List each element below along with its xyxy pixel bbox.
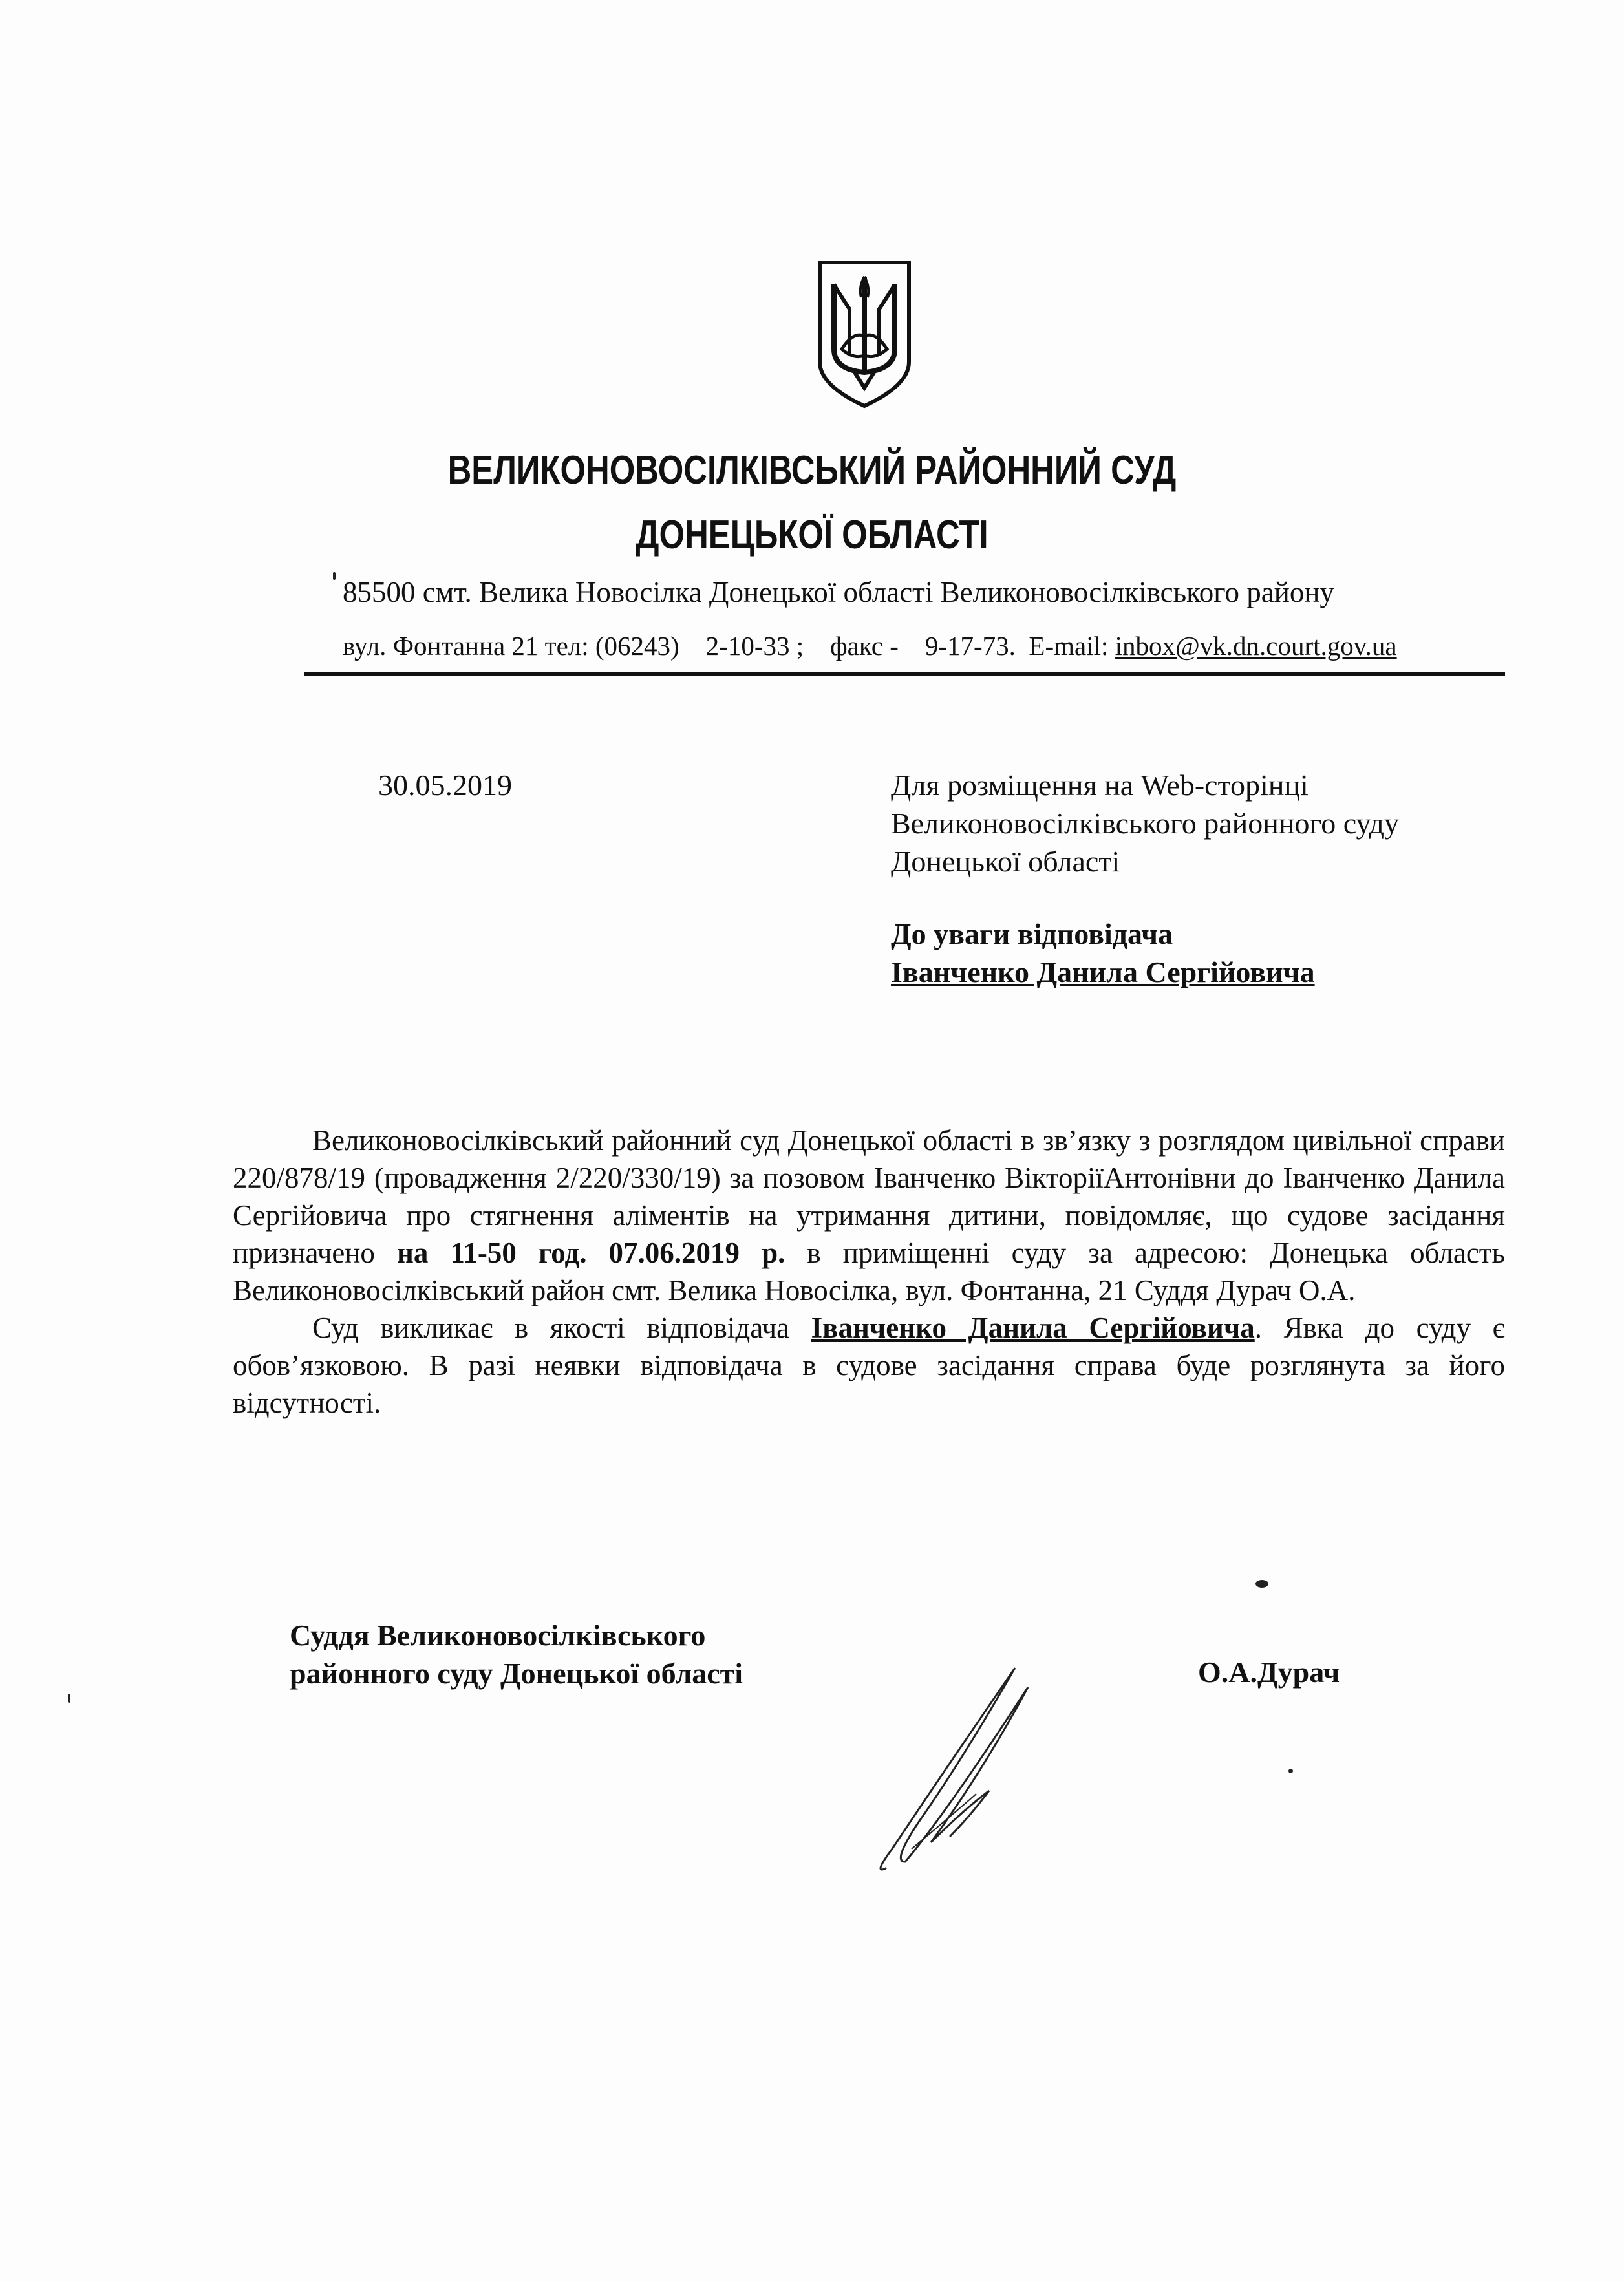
judge-title-line: районного суду Донецької області <box>290 1657 743 1690</box>
recipient-line: Донецької області <box>891 845 1120 878</box>
body-paragraph <box>233 1122 1505 1309</box>
scan-speck <box>1255 1580 1268 1588</box>
body-text: Великоновосілківський районний суд Донецької області в зв’язку з розглядом цивільної справи 220/878/19 (провадження 2/220/330/19) за позовом Іванченко ВікторіїАнтонівни до Іванченко Данила Сергійовича про стягнення аліментів на утримання дитини, повідомляє, що судове засідання призначено <box>233 1124 1505 1269</box>
body-text: Суд викликає в якості відповідача <box>312 1312 811 1344</box>
letter-body <box>233 1122 1505 1422</box>
body-paragraph <box>233 1309 1505 1422</box>
attention-label: До уваги відповідача <box>891 917 1173 950</box>
letter-date: 30.05.2019 <box>378 769 512 802</box>
court-email-link[interactable]: inbox@vk.dn.court.gov.ua <box>1115 631 1397 661</box>
attention-block <box>891 915 1315 991</box>
body-text: . Явка до суду є обов’язковою. В разі неявки відповідача в судове засідання справа буде розглянута за його відсутності. <box>233 1312 1505 1419</box>
scan-speck <box>333 572 336 580</box>
judge-name: О.А.Дурач <box>1198 1656 1340 1689</box>
court-contacts: вул. Фонтанна 21 тел: (06243) 2-10-33 ; факс - 9-17-73. E-mail: <box>343 631 1115 661</box>
defendant-name: Іванченко Данила Сергійовича <box>811 1312 1255 1344</box>
scan-speck <box>68 1694 70 1703</box>
trident-coat-of-arms-icon <box>816 259 913 409</box>
judge-title-line: Суддя Великоновосілківського <box>290 1619 706 1652</box>
recipient-block <box>891 766 1399 880</box>
header-divider <box>304 672 1505 676</box>
handwritten-signature-icon <box>866 1661 1060 1881</box>
body-text: в приміщенні суду за адресою: Донецька область Великоновосілківський район смт. Велика Новосілка, вул. Фонтанна, 21 Суддя Дурач О.А. <box>233 1237 1505 1306</box>
court-name-line2: ДОНЕЦЬКОЇ ОБЛАСТІ <box>636 513 988 557</box>
attention-name: Іванченко Данила Сергійовича <box>891 955 1315 988</box>
hearing-time: на 11-50 год. 07.06.2019 р. <box>396 1237 785 1269</box>
court-name-line1: ВЕЛИКОНОВОСІЛКІВСЬКИЙ РАЙОННИЙ СУД <box>447 448 1177 493</box>
court-address-line1: 85500 смт. Велика Новосілка Донецької області Великоновосілківського району <box>343 576 1334 608</box>
court-address-line2 <box>343 630 1397 661</box>
recipient-line: Для розміщення на Web-сторінці <box>891 769 1309 802</box>
recipient-line: Великоновосілківського районного суду <box>891 807 1400 840</box>
scan-speck <box>1288 1769 1293 1773</box>
judge-title <box>290 1616 743 1692</box>
